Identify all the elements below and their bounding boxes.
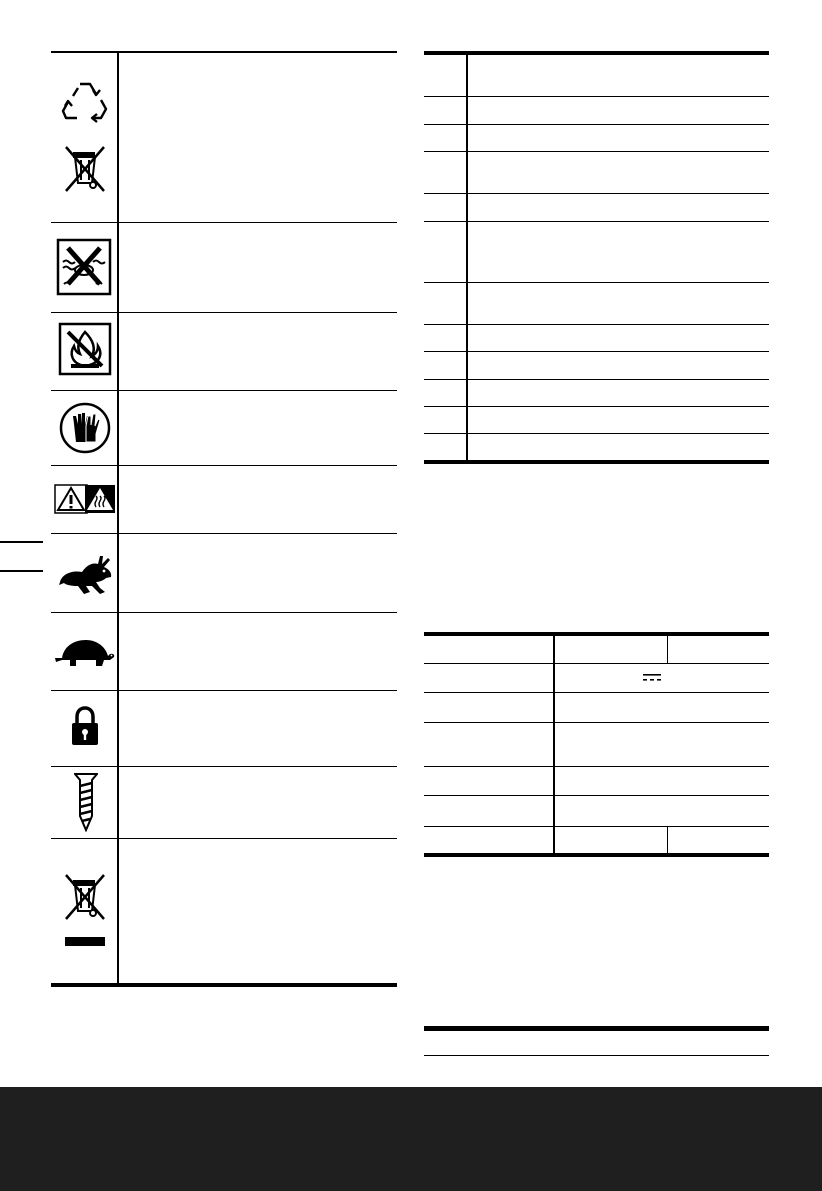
row-separator [424,766,769,767]
row-separator [51,222,397,223]
padlock-icon [71,706,99,746]
components-table-top-border [424,51,769,55]
components-table-divider [466,51,468,463]
no-fire-icon [58,322,112,376]
technical-table-divider [553,632,555,856]
side-tab-mark-top [0,541,43,543]
row-separator [424,826,769,827]
row-separator [424,193,769,194]
row-separator [51,390,397,391]
side-tab-mark-bottom [0,570,43,572]
row-separator [424,433,769,434]
row-separator [424,692,769,693]
row-separator [424,351,769,352]
row-separator [424,221,769,222]
technical-table-subdivider-header [667,632,668,663]
row-separator [51,465,397,466]
screw-icon [74,772,98,832]
row-separator [424,663,769,664]
row-separator [424,722,769,723]
row-separator [51,838,397,839]
crossed-bin-icon [60,143,110,195]
row-separator [424,379,769,380]
symbol-table-divider [117,51,119,985]
components-table-bottom-border [424,460,769,464]
symbol-table-top-border [51,51,397,53]
battery-heat-warning-icon [84,484,116,514]
row-separator [424,282,769,283]
warning-icon [54,484,88,514]
technical-table-bottom-border [424,853,769,857]
row-separator [424,96,769,97]
row-separator [51,533,397,534]
turtle-slow-icon [52,636,116,670]
symbol-table-bottom-border [51,983,397,987]
dc-current-icon [643,673,661,683]
row-separator [424,151,769,152]
gloves-icon [59,402,111,454]
recycle-icon [60,76,110,126]
row-separator [424,406,769,407]
noise-table-bottom-border [424,1055,769,1056]
technical-table-top-border [424,632,769,636]
technical-table-subdivider-last [667,826,668,856]
row-separator [51,612,397,613]
row-separator [51,766,397,767]
crossed-bin-with-bar-icon [60,873,110,953]
row-separator [424,324,769,325]
footer-bar [0,1087,822,1191]
rabbit-fast-icon [56,552,116,596]
no-water-pollution-icon [56,238,112,296]
row-separator [51,312,397,313]
row-separator [51,690,397,691]
row-separator [424,795,769,796]
noise-table-top-border [424,1026,769,1031]
row-separator [424,124,769,125]
